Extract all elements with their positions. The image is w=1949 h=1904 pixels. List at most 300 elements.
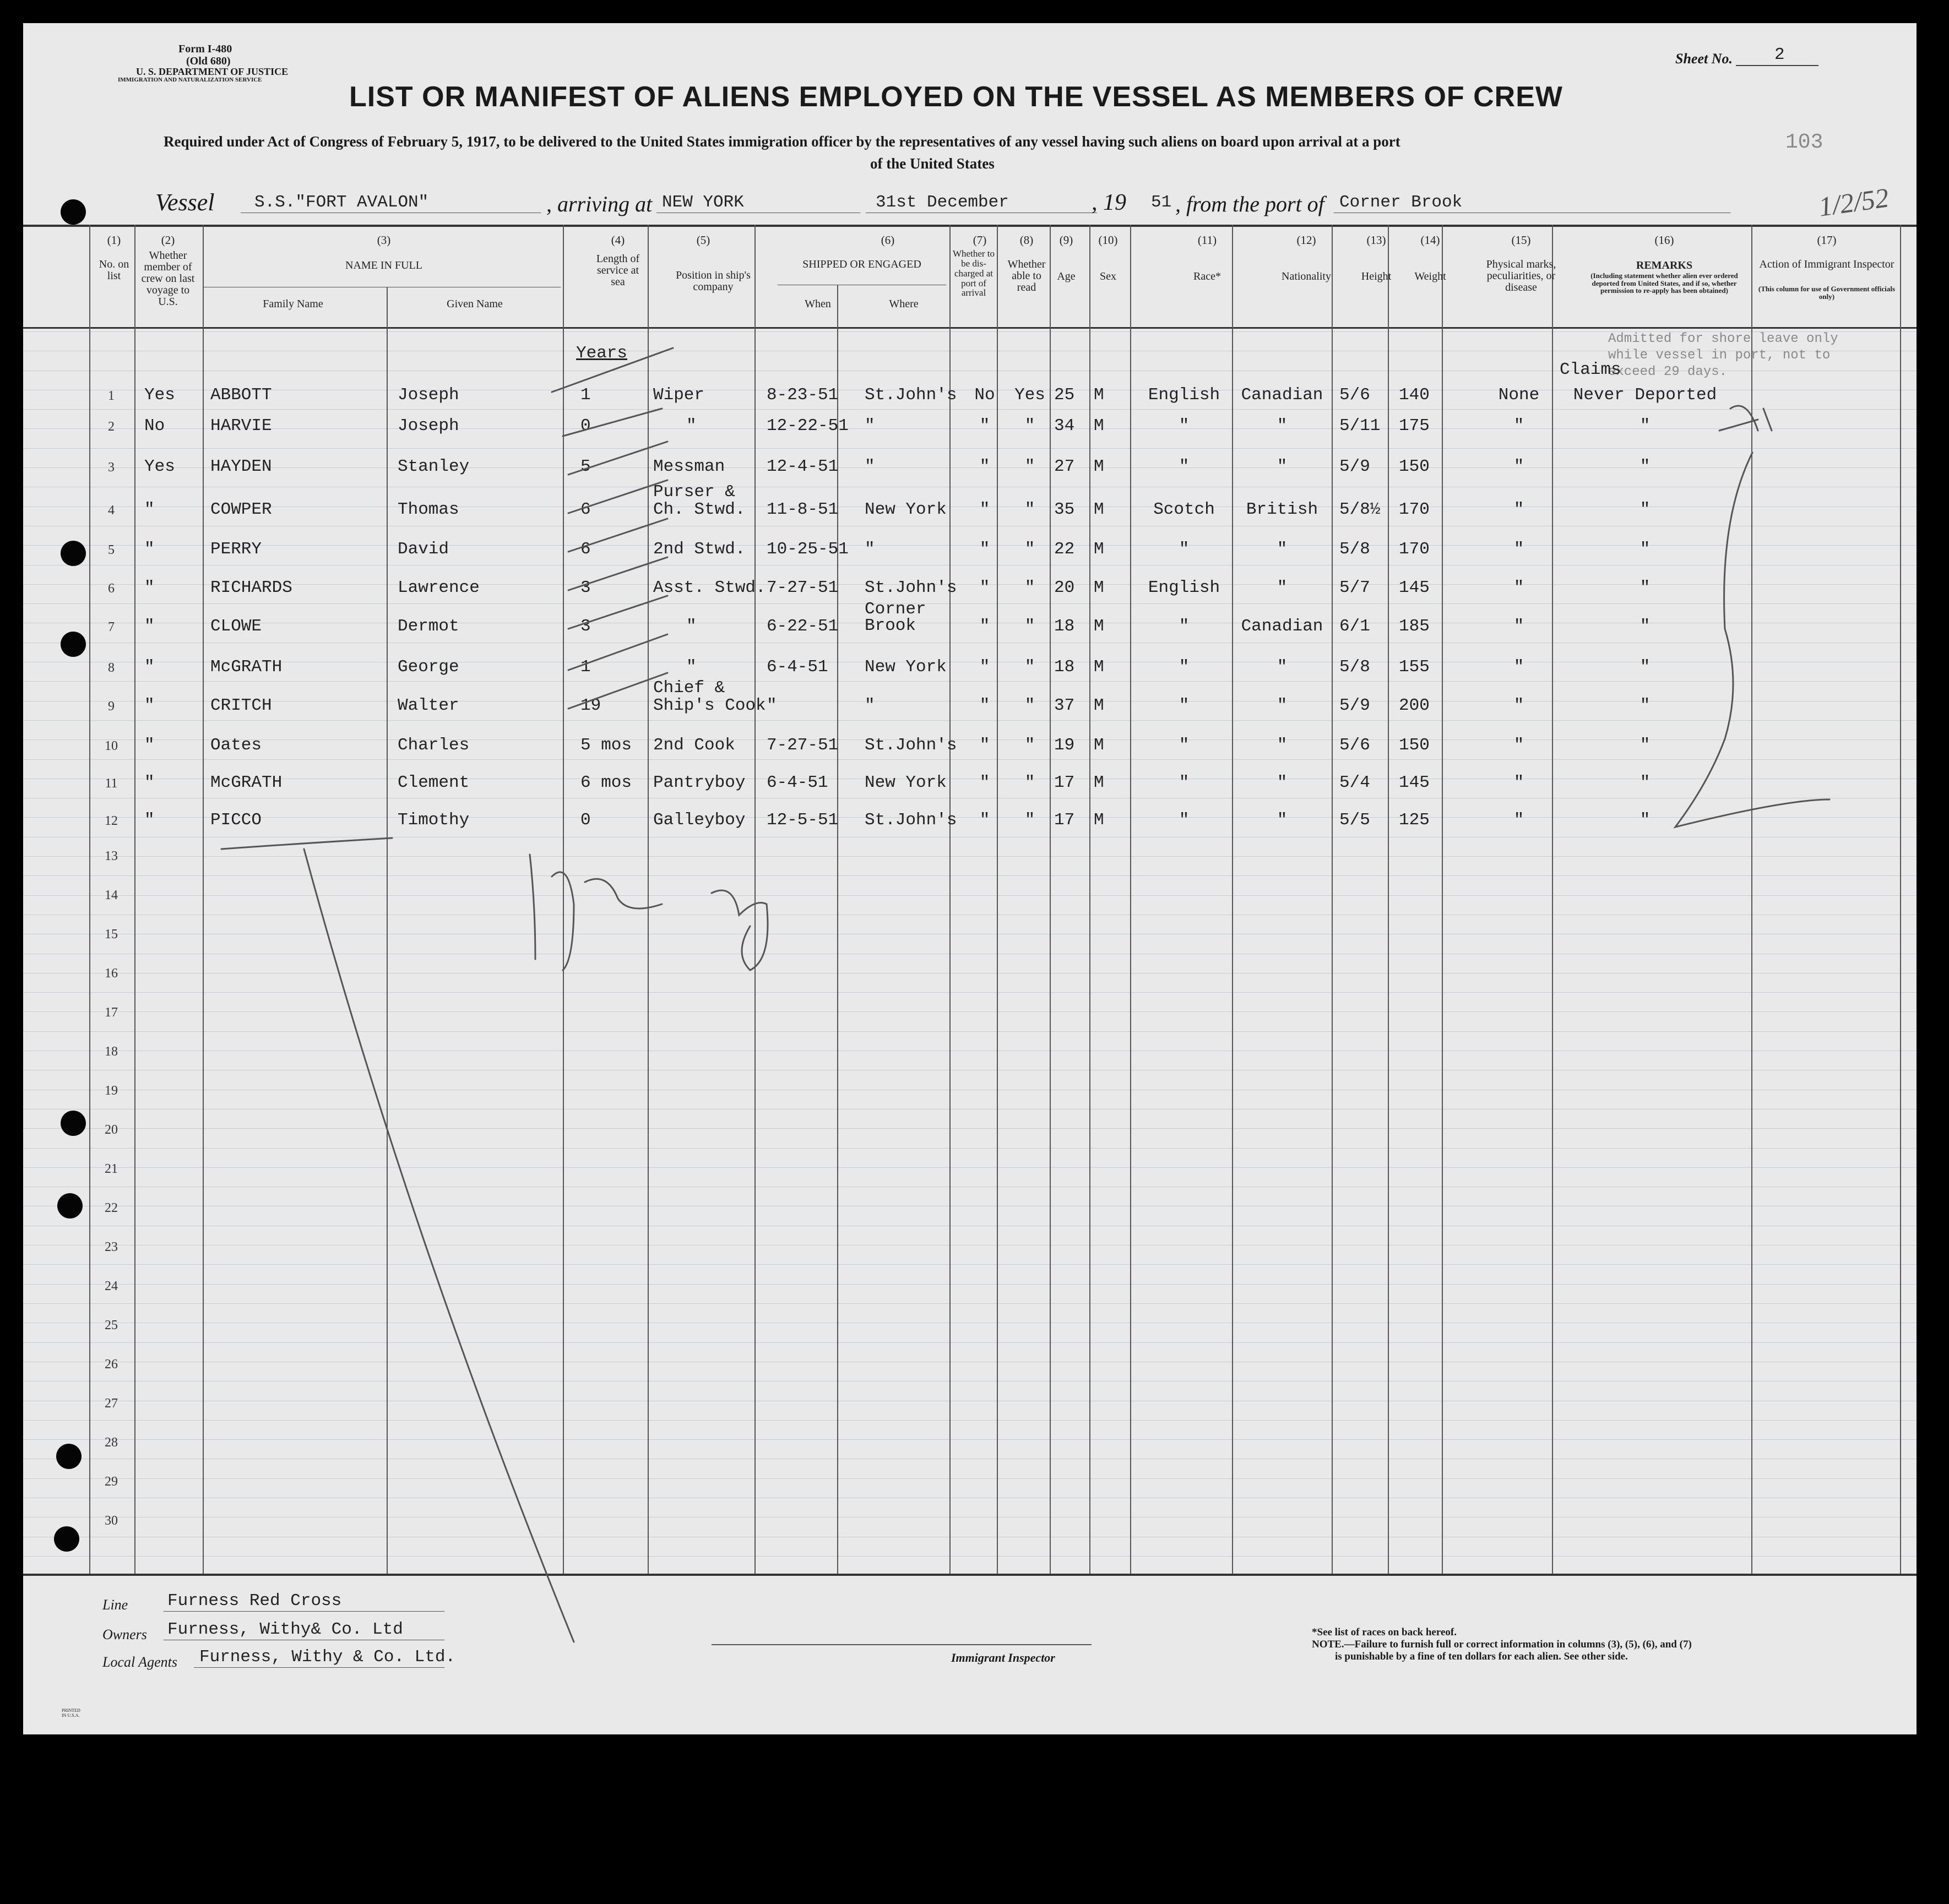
cancel-diagonal	[304, 849, 574, 1642]
crew-able-to-read: "	[1024, 500, 1035, 519]
crew-family-name: HAYDEN	[210, 457, 272, 476]
crew-discharged: "	[979, 657, 990, 677]
crew-last-voyage: Yes	[144, 385, 175, 405]
crew-last-voyage: Yes	[144, 457, 175, 476]
crew-race: "	[1179, 540, 1190, 559]
row-number: 23	[105, 1240, 118, 1254]
crew-able-to-read: Yes	[1014, 385, 1045, 405]
col3-header: NAME IN FULL	[345, 259, 422, 271]
page-stamp-number: 103	[1785, 130, 1823, 154]
arrival-year: 51	[1151, 193, 1172, 212]
row-number: 20	[105, 1123, 118, 1137]
crew-height: 5/8	[1339, 657, 1370, 677]
col4-number: (4)	[611, 233, 625, 247]
crew-shipped-when: 12-22-51	[767, 416, 849, 436]
col16-number: (16)	[1654, 233, 1674, 247]
arrival-port: NEW YORK	[662, 193, 744, 212]
crew-shipped-where: Corner Brook	[865, 600, 926, 635]
crew-nationality: "	[1277, 540, 1288, 559]
years-header: Years	[576, 344, 628, 363]
line-label: Line	[102, 1597, 128, 1613]
crew-discharged: "	[979, 696, 990, 715]
crew-physical-marks: None	[1498, 385, 1540, 405]
row-number: 22	[105, 1201, 118, 1215]
check-mark-9	[568, 673, 667, 709]
crew-family-name: RICHARDS	[210, 578, 292, 597]
col1-header: No. on list	[99, 258, 129, 282]
crew-family-name: McGRATH	[210, 657, 283, 677]
crew-physical-marks: "	[1513, 457, 1524, 476]
remarks-claims: Claims	[1560, 360, 1621, 379]
crew-height: 5/5	[1339, 810, 1370, 830]
crew-shipped-where: "	[865, 540, 875, 559]
row-number: 17	[105, 1005, 118, 1020]
crew-physical-marks: "	[1513, 736, 1524, 755]
crew-nationality: "	[1277, 773, 1288, 792]
crew-service-length: 0	[580, 416, 591, 436]
check-mark-8	[568, 634, 667, 670]
crew-shipped-when: 11-8-51	[767, 500, 839, 519]
given-name-header: Given Name	[447, 298, 503, 310]
crew-age: 17	[1054, 773, 1075, 792]
crew-remarks: "	[1639, 540, 1651, 559]
crew-able-to-read: "	[1024, 617, 1035, 636]
crew-height: 5/9	[1339, 457, 1370, 476]
check-mark-7	[568, 596, 667, 629]
crew-last-voyage: No	[144, 416, 165, 436]
form-subtitle: Required under Act of Congress of February 5, 1917, to be delivered to the United States immigration officer by the representatives of any vessel having such aliens on board upon arrival at a port	[164, 133, 1400, 150]
crew-race: "	[1179, 416, 1190, 436]
sheet-number: 2	[1774, 45, 1785, 64]
crew-service-length: 0	[580, 810, 591, 830]
crew-position: Chief & Ship's Cook	[653, 678, 766, 715]
col11-header: Race*	[1193, 270, 1221, 282]
crew-family-name: ABBOTT	[210, 385, 272, 405]
owners-value: Furness, Withy& Co. Ltd	[167, 1620, 403, 1639]
crew-able-to-read: "	[1024, 810, 1035, 830]
crew-shipped-when: 8-23-51	[767, 385, 839, 405]
crew-position: "	[686, 416, 697, 436]
col15-header: Physical marks, peculiarities, or disease	[1486, 258, 1556, 293]
crew-nationality: "	[1277, 657, 1288, 677]
check-mark-6	[568, 557, 667, 590]
crew-position: Wiper	[653, 385, 705, 405]
line-value: Furness Red Cross	[167, 1591, 342, 1611]
crew-family-name: HARVIE	[210, 416, 272, 436]
crew-physical-marks: "	[1513, 657, 1524, 677]
crew-family-name: PERRY	[210, 540, 262, 559]
col3-number: (3)	[377, 233, 391, 247]
crew-age: 35	[1054, 500, 1075, 519]
crew-physical-marks: "	[1513, 773, 1524, 792]
col9-number: (9)	[1059, 233, 1073, 247]
row-number: 16	[105, 966, 118, 981]
sheet-label: Sheet No.	[1675, 51, 1733, 67]
crew-remarks: "	[1639, 810, 1651, 830]
from-port-label: , from the port of	[1175, 192, 1324, 216]
crew-service-length: 5	[580, 457, 591, 476]
punch-hole	[61, 199, 86, 225]
crew-able-to-read: "	[1024, 457, 1035, 476]
crew-remarks: "	[1639, 696, 1651, 715]
punch-hole	[56, 1444, 82, 1469]
col2-number: (2)	[161, 233, 175, 247]
crew-shipped-where: St.John's	[865, 736, 957, 755]
crew-physical-marks: "	[1513, 617, 1524, 636]
crew-shipped-when: "	[767, 696, 777, 715]
crew-weight: 170	[1399, 540, 1430, 559]
crew-family-name: PICCO	[210, 810, 262, 830]
owners-label: Owners	[102, 1626, 147, 1642]
crew-discharged: "	[979, 773, 990, 792]
col5-header: Position in ship's company	[676, 269, 751, 293]
vessel-label: Vessel	[155, 189, 215, 216]
agents-value: Furness, Withy & Co. Ltd.	[199, 1647, 456, 1667]
crew-physical-marks: "	[1513, 416, 1524, 436]
crew-last-voyage: "	[144, 540, 155, 559]
col12-number: (12)	[1296, 233, 1316, 247]
crew-sex: M	[1094, 810, 1104, 830]
crew-height: 5/7	[1339, 578, 1370, 597]
punch-hole	[61, 1111, 86, 1136]
crew-service-length: 3	[580, 617, 591, 636]
col1-number: (1)	[107, 233, 121, 247]
crew-given-name: Joseph	[398, 416, 459, 436]
form-title: LIST OR MANIFEST OF ALIENS EMPLOYED ON THE VESSEL AS MEMBERS OF CREW	[349, 81, 1563, 113]
service-name: IMMIGRATION AND NATURALIZATION SERVICE	[118, 77, 262, 83]
crew-last-voyage: "	[144, 736, 155, 755]
crew-position: Messman	[653, 457, 725, 476]
crew-shipped-when: 12-4-51	[767, 457, 839, 476]
crew-last-voyage: "	[144, 810, 155, 830]
footnote-races: *See list of races on back hereof.	[1312, 1626, 1457, 1638]
crew-age: 18	[1054, 617, 1075, 636]
row-number: 1	[108, 389, 115, 403]
crew-sex: M	[1094, 736, 1104, 755]
row-number: 19	[105, 1084, 118, 1098]
crew-age: 37	[1054, 696, 1075, 715]
crew-sex: M	[1094, 617, 1104, 636]
crew-shipped-where: New York	[865, 657, 947, 677]
crew-race: "	[1179, 657, 1190, 677]
crew-weight: 145	[1399, 773, 1430, 792]
crew-shipped-when: 7-27-51	[767, 736, 839, 755]
crew-position: Purser & Ch. Stwd.	[653, 482, 746, 519]
crew-family-name: Oates	[210, 736, 262, 755]
crew-weight: 140	[1399, 385, 1430, 405]
when-header: When	[805, 298, 831, 310]
crew-shipped-when: 6-22-51	[767, 617, 839, 636]
crew-able-to-read: "	[1024, 416, 1035, 436]
handwritten-date: 1/2/52	[1816, 182, 1891, 222]
crew-shipped-where: "	[865, 696, 875, 715]
crew-shipped-where: "	[865, 457, 875, 476]
bottom-line-stroke	[221, 838, 392, 849]
year-prefix: , 19	[1092, 190, 1126, 215]
crew-physical-marks: "	[1513, 810, 1524, 830]
crew-nationality: "	[1277, 810, 1288, 830]
crew-physical-marks: "	[1513, 696, 1524, 715]
printed-in-usa: PRINTED IN U.S.A.	[62, 1708, 80, 1718]
crew-able-to-read: "	[1024, 736, 1035, 755]
footnote-penalty: NOTE.—Failure to furnish full or correct information in columns (3), (5), (6), and (7)	[1312, 1639, 1692, 1650]
crew-nationality: Canadian	[1241, 617, 1323, 636]
col7-header: Whether to be dis- charged at port of arrival	[953, 248, 995, 298]
col8-header: Whether able to read	[1007, 258, 1046, 293]
scribble-signature	[530, 855, 768, 970]
crew-weight: 150	[1399, 736, 1430, 755]
crew-age: 20	[1054, 578, 1075, 597]
crew-nationality: "	[1277, 696, 1288, 715]
crew-sex: M	[1094, 500, 1104, 519]
crew-shipped-where: New York	[865, 500, 947, 519]
row-number: 15	[105, 927, 118, 942]
stamp-line-3: exceed 29 days.	[1608, 365, 1728, 379]
crew-race: "	[1179, 696, 1190, 715]
bracket-tick	[1719, 406, 1772, 431]
crew-position: Galleyboy	[653, 810, 746, 830]
crew-service-length: 19	[580, 696, 601, 715]
crew-able-to-read: "	[1024, 657, 1035, 677]
crew-discharged: "	[979, 540, 990, 559]
crew-age: 22	[1054, 540, 1075, 559]
crew-given-name: Thomas	[398, 500, 459, 519]
crew-weight: 150	[1399, 457, 1430, 476]
check-mark-2	[563, 409, 662, 436]
crew-shipped-when: 6-4-51	[767, 657, 828, 677]
crew-position: Asst. Stwd.	[653, 578, 766, 597]
row-number: 14	[105, 888, 118, 902]
row-number: 28	[105, 1435, 118, 1450]
check-mark-3	[568, 442, 667, 475]
col13-number: (13)	[1366, 233, 1386, 247]
col15-number: (15)	[1511, 233, 1531, 247]
bracket-stroke	[1675, 453, 1829, 827]
col8-number: (8)	[1019, 233, 1034, 247]
punch-hole	[54, 1526, 79, 1552]
col6-header: SHIPPED OR ENGAGED	[802, 258, 921, 270]
crew-race: "	[1179, 617, 1190, 636]
col9-header: Age	[1057, 270, 1076, 282]
where-header: Where	[889, 298, 919, 310]
crew-able-to-read: "	[1024, 696, 1035, 715]
row-number: 18	[105, 1045, 118, 1059]
row-number: 5	[108, 543, 115, 557]
crew-sex: M	[1094, 457, 1104, 476]
check-mark-4	[568, 480, 667, 513]
crew-age: 19	[1054, 736, 1075, 755]
check-mark-5	[568, 519, 667, 552]
crew-weight: 155	[1399, 657, 1430, 677]
crew-position: 2nd Cook	[653, 736, 735, 755]
crew-service-length: 1	[580, 385, 591, 405]
check-mark-1	[552, 348, 673, 392]
col4-header: Length of service at sea	[596, 253, 640, 288]
crew-remarks: "	[1639, 578, 1651, 597]
crew-able-to-read: "	[1024, 773, 1035, 792]
form-number: Form I-480	[178, 43, 232, 55]
row-number: 7	[108, 620, 115, 634]
crew-service-length: 6 mos	[580, 773, 632, 792]
vessel-name: S.S."FORT AVALON"	[254, 193, 429, 212]
punch-hole	[61, 541, 86, 566]
crew-shipped-where: St.John's	[865, 578, 957, 597]
line-underline	[164, 1611, 444, 1612]
crew-given-name: Charles	[398, 736, 470, 755]
col17-number: (17)	[1817, 233, 1837, 247]
crew-last-voyage: "	[144, 696, 155, 715]
crew-service-length: 3	[580, 578, 591, 597]
col14-header: Weight	[1414, 270, 1446, 282]
stamp-line-1: Admitted for shore leave only	[1608, 331, 1838, 346]
form-old-number: (Old 680)	[186, 55, 231, 67]
row-number: 3	[108, 460, 115, 475]
crew-remarks: "	[1639, 736, 1651, 755]
crew-shipped-where: St.John's	[865, 810, 957, 830]
crew-nationality: British	[1246, 500, 1318, 519]
crew-sex: M	[1094, 540, 1104, 559]
crew-remarks: Never Deported	[1573, 385, 1717, 405]
crew-family-name: McGRATH	[210, 773, 283, 792]
crew-height: 6/1	[1339, 617, 1370, 636]
row-number: 29	[105, 1475, 118, 1489]
arrival-date: 31st December	[876, 193, 1009, 212]
crew-sex: M	[1094, 385, 1104, 405]
crew-nationality: "	[1277, 416, 1288, 436]
crew-last-voyage: "	[144, 773, 155, 792]
crew-given-name: Walter	[398, 696, 459, 715]
crew-shipped-where: "	[865, 416, 875, 436]
crew-age: 27	[1054, 457, 1075, 476]
crew-race: English	[1148, 578, 1220, 597]
row-number: 9	[108, 699, 115, 714]
crew-weight: 145	[1399, 578, 1430, 597]
crew-family-name: CLOWE	[210, 617, 262, 636]
row-number: 25	[105, 1318, 118, 1332]
row-number: 24	[105, 1279, 118, 1293]
family-name-header: Family Name	[263, 298, 323, 310]
crew-race: "	[1179, 773, 1190, 792]
crew-race: "	[1179, 736, 1190, 755]
row-number: 4	[108, 503, 115, 518]
crew-able-to-read: "	[1024, 578, 1035, 597]
crew-race: "	[1179, 457, 1190, 476]
crew-given-name: Clement	[398, 773, 470, 792]
col17-header: Action of Immigrant Inspector	[1759, 258, 1894, 270]
crew-remarks: "	[1639, 657, 1651, 677]
crew-sex: M	[1094, 773, 1104, 792]
crew-discharged: No	[974, 385, 995, 405]
agents-label: Local Agents	[102, 1654, 178, 1670]
col12-header: Nationality	[1282, 270, 1331, 282]
crew-given-name: David	[398, 540, 449, 559]
crew-weight: 185	[1399, 617, 1430, 636]
handwritten-marks	[23, 23, 1917, 1734]
crew-weight: 170	[1399, 500, 1430, 519]
crew-position: 2nd Stwd.	[653, 540, 746, 559]
crew-weight: 125	[1399, 810, 1430, 830]
col16-header: REMARKS	[1636, 259, 1693, 271]
crew-discharged: "	[979, 416, 990, 436]
row-number: 10	[105, 739, 118, 753]
crew-service-length: 6	[580, 500, 591, 519]
crew-family-name: CRITCH	[210, 696, 272, 715]
crew-height: 5/9	[1339, 696, 1370, 715]
crew-position: Pantryboy	[653, 773, 746, 792]
crew-given-name: Joseph	[398, 385, 459, 405]
crew-physical-marks: "	[1513, 578, 1524, 597]
crew-shipped-when: 7-27-51	[767, 578, 839, 597]
crew-discharged: "	[979, 617, 990, 636]
crew-remarks: "	[1639, 500, 1651, 519]
col5-number: (5)	[696, 233, 710, 247]
crew-remarks: "	[1639, 617, 1651, 636]
crew-race: English	[1148, 385, 1220, 405]
crew-remarks: "	[1639, 773, 1651, 792]
crew-nationality: "	[1277, 578, 1288, 597]
crew-height: 5/4	[1339, 773, 1370, 792]
col11-number: (11)	[1197, 233, 1217, 247]
agents-underline	[194, 1667, 444, 1668]
crew-height: 5/6	[1339, 736, 1370, 755]
crew-nationality: Canadian	[1241, 385, 1323, 405]
crew-nationality: "	[1277, 736, 1288, 755]
row-number: 21	[105, 1162, 118, 1176]
punch-hole	[61, 632, 86, 657]
row-number: 12	[105, 814, 118, 828]
departure-port: Corner Brook	[1339, 193, 1463, 212]
crew-race: "	[1179, 810, 1190, 830]
crew-service-length: 5 mos	[580, 736, 632, 755]
col14-number: (14)	[1420, 233, 1440, 247]
crew-shipped-when: 6-4-51	[767, 773, 828, 792]
crew-discharged: "	[979, 736, 990, 755]
row-number: 2	[108, 420, 115, 434]
crew-age: 34	[1054, 416, 1075, 436]
stamp-line-2: while vessel in port, not to	[1608, 348, 1831, 363]
col6-number: (6)	[881, 233, 895, 247]
crew-last-voyage: "	[144, 617, 155, 636]
crew-age: 17	[1054, 810, 1075, 830]
col16-note: (Including statement whether alien ever ordered deported from United States, and if so, whether permission to re-apply has been obtained)	[1590, 271, 1738, 295]
crew-family-name: COWPER	[210, 500, 272, 519]
row-number: 30	[105, 1514, 118, 1528]
crew-physical-marks: "	[1513, 500, 1524, 519]
crew-shipped-where: St.John's	[865, 385, 957, 405]
crew-weight: 175	[1399, 416, 1430, 436]
row-number: 6	[108, 581, 115, 596]
row-number: 11	[105, 776, 118, 791]
crew-position: "	[686, 657, 697, 677]
department-name: U. S. DEPARTMENT OF JUSTICE	[136, 66, 289, 77]
crew-shipped-when: 10-25-51	[767, 540, 849, 559]
col17-note: (This column for use of Government officials only)	[1758, 285, 1896, 301]
crew-height: 5/8½	[1339, 500, 1381, 519]
crew-height: 5/11	[1339, 416, 1381, 436]
col10-header: Sex	[1100, 270, 1116, 282]
crew-last-voyage: "	[144, 500, 155, 519]
crew-sex: M	[1094, 657, 1104, 677]
inspector-label: Immigrant Inspector	[951, 1651, 1055, 1664]
footnote-penalty-line2: is punishable by a fine of ten dollars for each alien. See other side.	[1335, 1651, 1628, 1662]
crew-race: Scotch	[1153, 500, 1215, 519]
crew-remarks: "	[1639, 416, 1651, 436]
row-number: 13	[105, 849, 118, 863]
crew-height: 5/8	[1339, 540, 1370, 559]
crew-discharged: "	[979, 810, 990, 830]
crew-sex: M	[1094, 696, 1104, 715]
crew-weight: 200	[1399, 696, 1430, 715]
